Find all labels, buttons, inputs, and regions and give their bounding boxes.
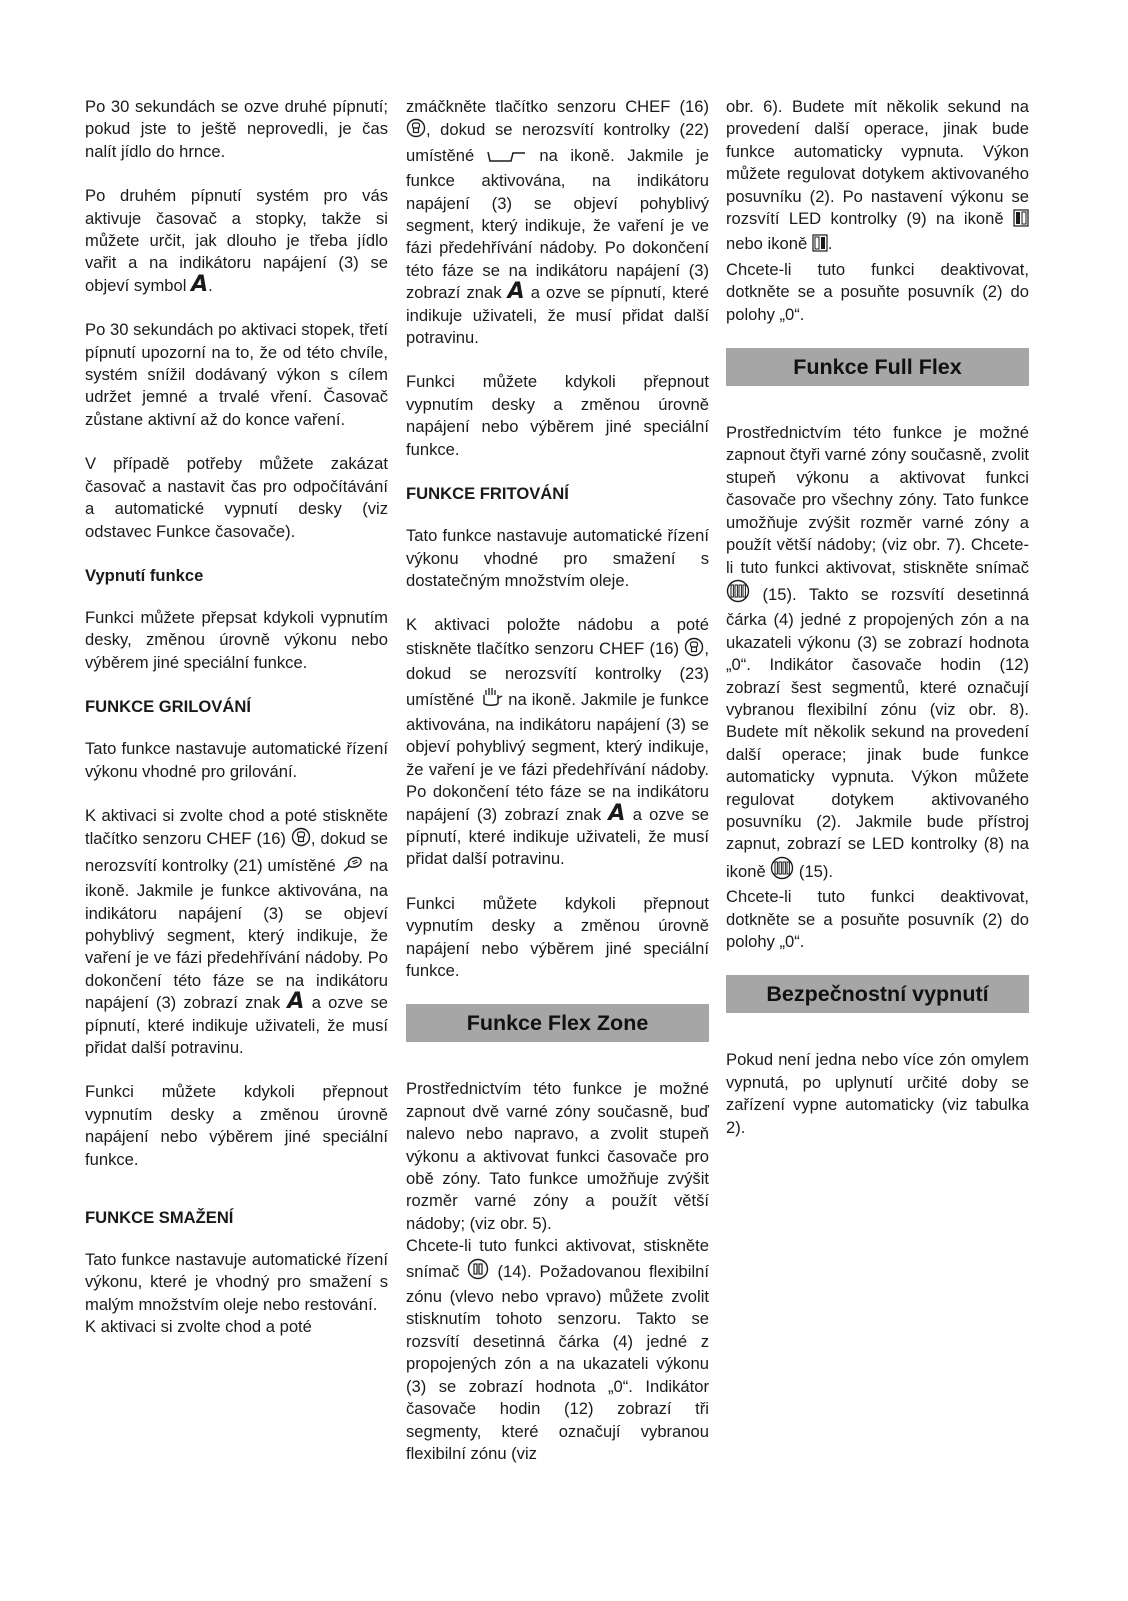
text: nebo ikoně xyxy=(726,234,808,254)
text: zmáčkněte tlačítko senzoru CHEF (16) xyxy=(406,97,709,116)
paragraph xyxy=(85,805,388,1059)
text: , dokud se nerozsvítí kontrolky (22) umístěné xyxy=(406,120,709,165)
chef-sensor-icon xyxy=(406,118,426,144)
paragraph: K aktivaci si zvolte chod a poté xyxy=(85,1317,312,1337)
text: K aktivaci položte nádobu a poté stiskněte tlačítko senzoru CHEF (16) xyxy=(406,615,709,658)
text: (15). Takto se rozsvítí desetinná čárka (4) jedné z propojených zón a na ukazateli výkonu (3) se zobrazí hodnota „0“. Indikátor časovače hodin (12) zobrazí šest segmentů, které označují vybranou flexibilní zónu (viz obr. 8). Budete mít několik sekund na provedení další operace; jinak bude funkce automaticky vypnuta. Výkon můžete regulovat dotykem aktivovaného posuvníku (2). Jakmile bude přístroj zapnut, zobrazí se LED kontrolky (8) na ikoně xyxy=(726,584,1029,881)
paragraph xyxy=(406,1235,709,1465)
paragraph: Chcete-li tuto funkci deaktivovat, dotkněte se a posuňte posuvník (2) do polohy „0“. xyxy=(726,259,1029,324)
full-flex-sensor-icon xyxy=(770,856,794,886)
section-heading: Vypnutí funkce xyxy=(85,565,204,585)
pan-icon xyxy=(487,148,527,170)
text: a ozve se pípnutí, které indikuje uživateli, že musí přidat další potravinu. xyxy=(406,804,709,869)
section-heading: FUNKCE SMAŽENÍ xyxy=(85,1208,234,1228)
text: na ikoně. Jakmile je funkce aktivována, na indikátoru napájení (3) se objeví pohyblivý segment, který indikuje, že vaření je ve fázi předehřívání nádoby. Po dokončení této fáze se na indikátoru napájení (3) zobrazí znak xyxy=(406,145,709,303)
text: obr. 6). Budete mít několik sekund na provedení další operace, jinak bude funkce automaticky vypnuta. Výkon můžete regulovat dotykem aktivovaného posuvníku (2). Po nastavení výkonu se rozsvítí LED kontrolky (9) na ikoně xyxy=(726,97,1029,229)
text: (15). xyxy=(798,861,834,881)
full-flex-sensor-icon xyxy=(726,579,750,609)
text: K aktivaci si zvolte chod a poté stiskněte tlačítko senzoru CHEF (16) xyxy=(85,805,388,849)
paragraph: Chcete-li tuto funkci deaktivovat, dotkněte se a posuňte posuvník (2) do polohy „0“. xyxy=(726,887,1029,951)
paragraph xyxy=(406,614,709,870)
flex-zone-right-icon xyxy=(812,234,828,258)
paragraph: Funkci můžete kdykoli přepnout vypnutím desky a změnou úrovně napájení nebo výběrem jiné speciální funkce. xyxy=(406,893,709,980)
text: . xyxy=(208,275,213,295)
grill-icon xyxy=(341,854,365,880)
paragraph: Tato funkce nastavuje automatické řízení výkonu, které je vhodný pro smažení s malým množstvím oleje nebo restování. xyxy=(85,1250,388,1314)
paragraph: Tato funkce nastavuje automatické řízení výkonu vhodné pro grilování. xyxy=(85,739,388,781)
chef-sensor-icon xyxy=(291,827,311,853)
section-bar-flex-zone: Funkce Flex Zone xyxy=(406,1004,709,1042)
paragraph: Pokud není jedna nebo více zón omylem vypnutá, po uplynutí určité doby se zařízení vypne automaticky (viz tabulka 2). xyxy=(726,1050,1029,1137)
section-bar-safety-shutoff: Bezpečnostní vypnutí xyxy=(726,975,1029,1013)
paragraph: Prostřednictvím této funkce je možné zapnout dvě varné zóny současně, buď nalevo nebo napravo, a zvolit stupeň výkonu a aktivovat funkci časovače pro obě zóny. Tato funkce umožňuje zvýšit rozměr varné zóny a použít větší nádoby; (viz obr. 5). xyxy=(406,1079,709,1233)
paragraph xyxy=(406,96,709,349)
display-symbol-icon: A xyxy=(287,989,305,1015)
text: Chcete-li tuto funkci aktivovat, stiskněte snímač xyxy=(406,1236,709,1281)
section-bar-full-flex: Funkce Full Flex xyxy=(726,348,1029,386)
chef-sensor-icon xyxy=(684,637,704,663)
paragraph: Tato funkce nastavuje automatické řízení výkonu vhodné pro smažení s dostatečným množstvím oleje. xyxy=(406,526,709,590)
text: a ozve se pípnutí, které indikuje uživateli, že musí přidat další potravinu. xyxy=(406,283,709,348)
text: Po druhém pípnutí systém pro vás aktivuje časovač a stopky, takže si můžete určit, jak dlouho je třeba jídlo vařit a na indikátoru napájení (3) se objeví symbol xyxy=(85,186,388,295)
text: . xyxy=(827,234,833,254)
paragraph: Po 30 sekundách se ozve druhé pípnutí; pokud jste to ještě neprovedli, je čas nalít jídlo do hrnce. xyxy=(85,97,388,161)
paragraph xyxy=(726,422,1029,886)
paragraph: Funkci můžete kdykoli přepnout vypnutím desky a změnou úrovně napájení nebo výběrem jiné speciální funkce. xyxy=(406,372,709,459)
column-3 xyxy=(726,96,1029,1161)
text: Prostřednictvím této funkce je možné zapnout čtyři varné zóny současně, zvolit stupeň výkonu a aktivovat funkci časovače pro všechny zóny. Tato funkce umožňuje zvýšit rozměr varné zóny a použít větší nádoby; (viz obr. 7). Chcete-li tuto funkci aktivovat, stiskněte snímač xyxy=(726,423,1029,577)
text: (14). Požadovanou flexibilní zónu (vlevo nebo vpravo) můžete zvolit stisknutím tohoto senzoru. Takto se rozsvítí desetinná čárka (4) jedné z propojených zón a na ukazateli výkonu (3) se zobrazí hodnota „0“. Indikátor časovače hodin (12) zobrazí tři segmenty, které označují vybranou flexibilní zónu (viz xyxy=(406,1261,709,1463)
text: na ikoně. Jakmile je funkce aktivována, na indikátoru napájení (3) se objeví pohyblivý segment, který indikuje, že vaření je ve fázi předehřívání nádoby. Po dokončení této fáze se na indikátoru napájení (3) zobrazí znak xyxy=(406,689,709,824)
paragraph: V případě potřeby můžete zakázat časovač a nastavit čas pro odpočítávání a automatické vypnutí desky (viz odstavec Funkce časovače). xyxy=(85,454,388,541)
paragraph xyxy=(85,185,388,297)
paragraph: Funkci můžete kdykoli přepnout vypnutím desky a změnou úrovně napájení nebo výběrem jiné speciální funkce. xyxy=(85,1082,388,1169)
flex-zone-left-icon xyxy=(1013,209,1029,233)
display-symbol-icon: A xyxy=(507,279,525,305)
display-symbol-icon: A xyxy=(608,800,626,826)
fry-basket-icon xyxy=(479,686,503,714)
flex-zone-sensor-icon xyxy=(467,1258,489,1286)
column-1 xyxy=(85,96,388,1361)
section-heading: FUNKCE GRILOVÁNÍ xyxy=(85,697,251,717)
text: , dokud se nerozsvítí kontrolky (21) umístěné xyxy=(85,829,388,875)
text: na ikoně. Jakmile je funkce aktivována, na indikátoru napájení (3) se objeví pohyblivý segment, který indikuje, že vaření je ve fázi předehřívání nádoby. Po dokončení této fáze se na indikátoru napájení (3) zobrazí znak xyxy=(85,855,388,1013)
paragraph: Funkci můžete přepsat kdykoli vypnutím desky, změnou úrovně výkonu nebo výběrem jiné speciální funkce. xyxy=(85,607,388,672)
text: , dokud se nerozsvítí kontrolky (23) umístěné xyxy=(406,638,709,709)
paragraph xyxy=(726,96,1029,259)
display-symbol-icon: A xyxy=(191,271,209,297)
text: a ozve se pípnutí, které indikuje uživateli, že musí přidat další potravinu. xyxy=(85,993,388,1057)
column-2 xyxy=(406,96,709,1487)
paragraph: Po 30 sekundách po aktivaci stopek, třetí pípnutí upozorní na to, že od této chvíle, systém snížil dodávaný výkon s cílem udržet jemné a trvalé vření. Časovač zůstane aktivní až do konce vaření. xyxy=(85,320,388,429)
section-heading: FUNKCE FRITOVÁNÍ xyxy=(406,484,569,504)
